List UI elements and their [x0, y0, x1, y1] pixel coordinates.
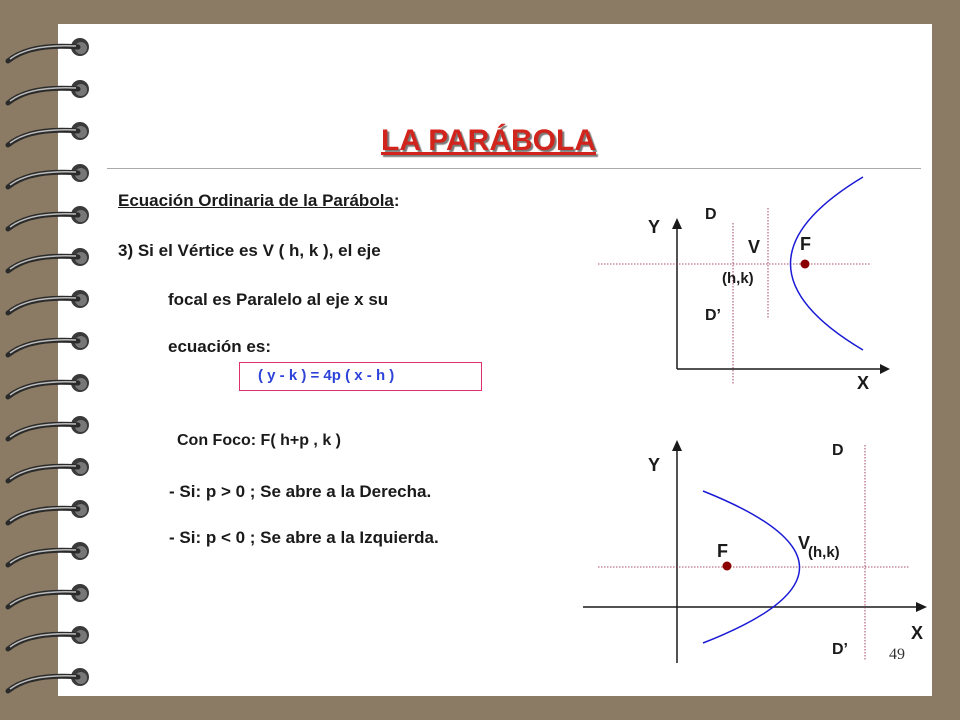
- case-opens-left: - Si: p < 0 ; Se abre a la Izquierda.: [169, 528, 439, 547]
- statement-line-3: ecuación es:: [168, 337, 271, 356]
- case-opens-right: - Si: p > 0 ; Se abre a la Derecha.: [169, 482, 432, 501]
- subtitle-colon: :: [393, 191, 400, 210]
- y-axis-label: Y: [648, 217, 661, 237]
- y-axis-arrow: [672, 440, 682, 451]
- x-axis-label: X: [857, 373, 870, 393]
- vertex-label: V: [798, 533, 811, 553]
- page-number: 49: [889, 646, 905, 663]
- vertex-coords: (h,k): [808, 544, 840, 561]
- statement-line-2: focal es Paralelo al eje x su: [168, 290, 389, 309]
- focus-label: F: [717, 541, 728, 561]
- focus-formula: Con Foco: F( h+p , k ): [177, 432, 341, 449]
- statement-line-1: 3) Si el Vértice es V ( h, k ), el eje: [118, 241, 381, 260]
- ordinary-equation: ( y - k ) = 4p ( x - h ): [258, 367, 395, 384]
- y-axis-label: Y: [648, 455, 661, 475]
- x-axis-arrow: [916, 602, 927, 612]
- directrix-label-bottom: D’: [832, 641, 848, 658]
- focus-point: [723, 562, 732, 571]
- directrix-label-bottom: D’: [705, 307, 721, 324]
- page-title: LA PARÁBOLA: [381, 124, 596, 157]
- vertex-coords: (h,k): [722, 270, 754, 287]
- subtitle-text: Ecuación Ordinaria de la Parábola: [118, 191, 394, 210]
- vertex-label: V: [748, 237, 761, 257]
- focus-label: F: [800, 234, 811, 254]
- directrix-label-top: D: [832, 442, 844, 459]
- directrix-label-top: D: [705, 206, 717, 223]
- x-axis-label: X: [911, 623, 924, 643]
